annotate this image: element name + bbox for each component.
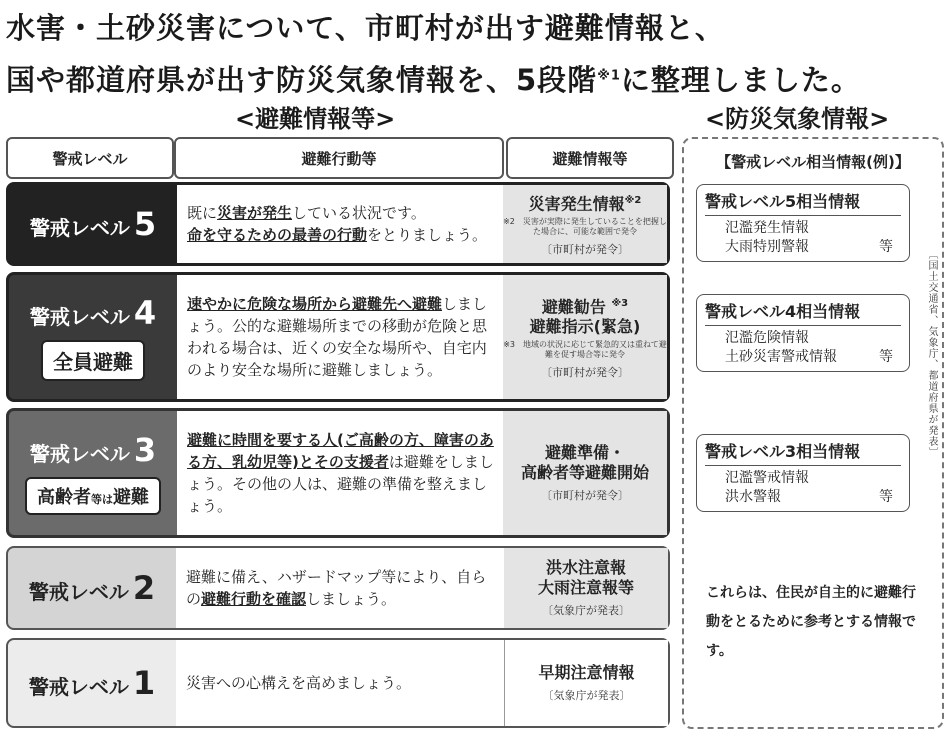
level-3-info: 避難準備・ 高齢者等避難開始 〔市町村が発令〕 xyxy=(503,411,667,535)
level-2-info: 洪水注意報 大雨注意報等 〔気象庁が発表〕 xyxy=(504,548,668,628)
level-5-info: 災害発生情報$^{※2}$ ※2 災害が実際に発生していることを把握した場合に、可能な範囲で発令 〔市町村が発令〕 xyxy=(503,185,667,263)
level-5-row xyxy=(6,182,670,266)
level-2-action: 避難に備え、ハザードマップ等により、自らの避難行動を確認しましょう。 xyxy=(176,548,506,628)
subhead-evacuation-info: <避難情報等> xyxy=(235,105,396,133)
level-2-row xyxy=(6,546,670,630)
level-2-label: 警戒レベル 2 xyxy=(28,569,156,607)
level-5-label: 警戒レベル 5 xyxy=(29,205,157,243)
level-1-action: 災害への心構えを高めましょう。 xyxy=(176,640,506,726)
level-1-label: 警戒レベル 1 xyxy=(28,664,156,702)
panel-note: これらは、住民が自主的に避難行動をとるために参考とする情報です。 xyxy=(706,585,916,659)
level-4-action: 速やかに危険な場所から避難先へ避難しましょう。公的な避難場所までの移動が危険と思われる場合は、近くの安全な場所や、自宅内のより安全な場所に避難しましょう。 xyxy=(177,275,507,399)
level-4-info: 避難勧告 $^{※3}$ 避難指示(緊急) ※3 地域の状況に応じて緊急的又は重ねて避難を促す場合等に発令 〔市町村が発令〕 xyxy=(503,275,667,399)
level-3-equivalent-box: 警戒レベル3相当情報 氾濫警戒情報 洪水警報 等 xyxy=(696,434,910,512)
level-3-action: 避難に時間を要する人(ご高齢の方、障害のある方、乳幼児等)とその支援者は避難をしましょう。その他の人は、避難の準備を整えましょう。 xyxy=(177,411,507,535)
level-1-row xyxy=(6,638,670,728)
subhead-weather-info: <防災気象情報> xyxy=(705,105,890,133)
title-line-1: 水害・土砂災害について、市町村が出す避難情報と、 xyxy=(6,11,725,45)
evacuate-all-badge: 全員避難 xyxy=(41,340,145,381)
header-action: 避難行動等 xyxy=(174,137,504,179)
panel-title: 【警戒レベル相当情報(例)】 xyxy=(716,153,910,171)
level-4-label: 警戒レベル 4 全員避難 xyxy=(9,275,177,399)
elderly-evacuate-badge: 高齢者等は避難 xyxy=(25,477,161,515)
level-1-info: 早期注意情報 〔気象庁が発表〕 xyxy=(504,640,668,726)
level-3-label: 警戒レベル 3 高齢者等は避難 xyxy=(9,411,177,535)
header-level: 警戒レベル xyxy=(6,137,174,179)
level-3-row xyxy=(6,408,670,538)
level-5-equivalent-box: 警戒レベル5相当情報 氾濫発生情報 大雨特別警報 等 xyxy=(696,184,910,262)
level-4-equivalent-box: 警戒レベル4相当情報 氾濫危険情報 土砂災害警戒情報 等 xyxy=(696,294,910,372)
level-4-row xyxy=(6,272,670,402)
header-info: 避難情報等 xyxy=(506,137,674,179)
title-line-2: 国や都道府県が出す防災気象情報を、5段階$^{※1}$に整理しました。 xyxy=(6,63,861,97)
equivalent-info-panel xyxy=(682,137,944,729)
issuer-note: 〔国土交通省、気象庁、都道府県が発表〕 xyxy=(926,249,937,458)
level-5-action: 既に災害が発生している状況です。 命を守るための最善の行動をとりましょう。 xyxy=(177,185,507,263)
